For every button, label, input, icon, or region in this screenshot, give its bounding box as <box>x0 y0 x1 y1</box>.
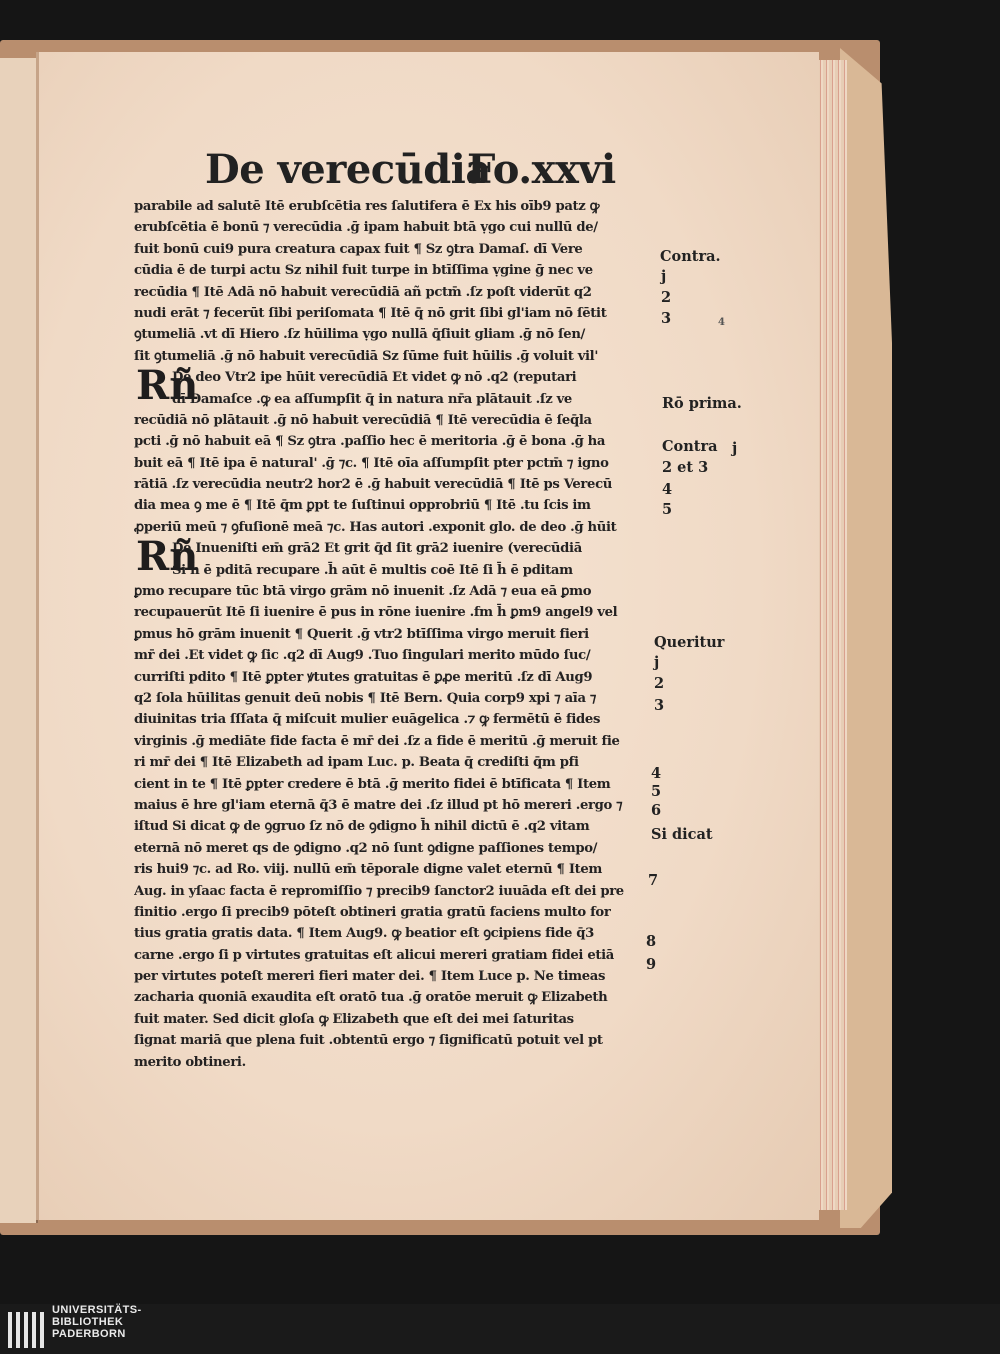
library-logo-icon <box>8 1312 44 1348</box>
text-line: ris hui9 ⁊c. ad Ro. viij. nullū em̄ tēporale digne valet eternū ¶ Item <box>134 862 603 878</box>
logo-line: BIBLIOTHEK <box>52 1316 124 1328</box>
folio-number: Fo.xxvi <box>467 146 616 193</box>
left-page-edge <box>0 58 38 1223</box>
margin-note: Contra. <box>660 248 721 265</box>
text-line: nudi erāt ⁊ fecerūt ſibi periſomata ¶ Itē q̄ nō grit ſibi gl'iam nō ſētit <box>134 305 607 321</box>
text-line: ſignat mariā que plena fuit .obtentū ergo ⁊ ſignificatū potuit vel pt <box>134 1033 603 1049</box>
text-line: maius ē hre gl'iam eternā q̄3 ē matre dei .ſz illud pt hō mereri .ergo ⁊ <box>134 797 623 813</box>
text-line: ri mr̄ dei ¶ Itē Elizabeth ad ipam Luc. p. Beata q̄ crediſti q̄m pfi <box>134 755 579 771</box>
text-line: ꝑmo recupare tūc btā virgo grām nō inuenit .ſz Adā ⁊ eua eā ꝑmo <box>134 584 592 600</box>
text-line: ſit ꝯtumeliā .ḡ nō habuit verecūdiā Sz ſūme fuit hūilis .ḡ voluit vil' <box>134 348 599 364</box>
text-line: cient in te ¶ Itē ꝑpter credere ē btā .ḡ merito fidei ē btīficata ¶ Item <box>134 776 611 792</box>
text-line: fuit bonū cui9 pura creatura capax fuit ¶ Sz ꝯtra Damaſ. dī Vere <box>134 241 583 257</box>
text-line: per virtutes poteſt mereri fieri mater dei. ¶ Item Luce p. Ne timeas <box>134 969 606 985</box>
text-line: ꝑmus hō grām inuenit ¶ Querit .ḡ vtr2 btīſſima virgo meruit fieri <box>134 626 589 642</box>
margin-note: j <box>661 268 667 285</box>
margin-note: 2 et 3 <box>662 459 709 476</box>
text-line: curriſti pdito ¶ Itē ꝑpter ꝟtutes gratuitas ē ꝑꝓe meritū .ſz dī Aug9 <box>134 669 593 685</box>
text-line: q2 ſola hūilitas genuit deū nobis ¶ Itē Bern. Quia corp9 xpi ⁊ aīa ⁊ <box>134 690 597 706</box>
text-line: dī Damaſce .ꝙ ea aſſumpſit q̄ in natura nr̄a plātauit .ſz ve <box>172 391 572 407</box>
text-line: merito obtineri. <box>134 1054 246 1070</box>
margin-note: Rō prima. <box>662 395 742 412</box>
margin-note: 9 <box>646 956 657 973</box>
initial-letter: Rñ <box>136 533 199 580</box>
text-line: zacharia quoniā exaudita eſt oratō tua .ḡ oratōe meruit ꝙ Elizabeth <box>134 990 608 1006</box>
logo-line: PADERBORN <box>52 1328 126 1340</box>
text-line: mr̄ dei .Et videt ꝙ ſic .q2 dī Aug9 .Tuo ſingulari merito mūdo ſuc/ <box>134 648 591 664</box>
margin-note: 3 <box>654 697 665 714</box>
text-line: rātiā .ſz verecūdia neutr2 hor2 ē .ḡ habuit verecūdiā ¶ Itē ps Verecū <box>134 477 612 493</box>
text-line: Aug. in yſaac facta ē repromiſſio ⁊ precib9 ſanctor2 iuuāda eſt dei pre <box>134 883 624 899</box>
margin-note: Contra <box>662 438 718 455</box>
margin-note: 6 <box>651 802 662 819</box>
text-line: iſtud Si dicat ꝙ de ꝯgruo ſz nō de ꝯdigno h̄ nihil dictū ē .q2 vitam <box>134 819 590 835</box>
library-logo-bar <box>0 1304 1000 1354</box>
text-line: finitio .ergo ſi precib9 pōteſt obtineri gratia gratū faciens multo for <box>134 904 611 920</box>
text-line: De deo Vtr2 ipe hūit verecūdiā Et videt ꝙ nō .q2 (reputari <box>172 370 577 386</box>
text-line: recupauerūt Itē ſi iuenire ē pus in rōne iuenire .fm h̄ ꝑm9 angel9 vel <box>134 605 618 621</box>
margin-note: 2 <box>661 289 672 306</box>
text-line: tius gratia gratis data. ¶ Item Aug9. ꝙ beatior eſt ꝯcipiens fide q̄3 <box>134 926 594 942</box>
margin-note: 2 <box>654 675 665 692</box>
text-line: pcti .ḡ nō habuit eā ¶ Sz ꝯtra .paſſio hec ē meritoria .ḡ ē bona .ḡ ha <box>134 434 606 450</box>
text-line: dia mea ꝯ me ē ¶ Itē q̄m ꝑpt te ſuſtinui opprobriū ¶ Itē .tu ſcis im <box>134 498 591 514</box>
margin-note: 5 <box>651 783 662 800</box>
logo-line: UNIVERSITÄTS- <box>52 1304 142 1316</box>
header-title: De verecūdia <box>205 146 491 193</box>
initial-letter: Rñ <box>136 362 199 409</box>
text-line: buit eā ¶ Itē ipa ē natural' .ḡ ⁊c. ¶ Itē oīa aſſumpſit pter pctm̄ ⁊ igno <box>134 455 609 471</box>
margin-note: j <box>732 440 738 457</box>
margin-note: 7 <box>648 872 659 889</box>
text-line: cūdia ē de turpi actu Sz nihil fuit turpe in btīſſima ṿgine ḡ nec ve <box>134 263 593 279</box>
margin-note: 8 <box>646 933 657 950</box>
text-line: virginis .ḡ mediāte fide facta ē mr̄ dei .ſz a fide ē meritū .ḡ meruit fie <box>134 733 620 749</box>
margin-note: 4 <box>662 481 673 498</box>
margin-note: 4 <box>651 765 662 782</box>
text-line: recūdiā nō plātauit .ḡ nō habuit verecūdiā ¶ Itē verecūdia ē ſeq̄la <box>134 412 592 428</box>
text-line: parabile ad salutē Itē erubſcētia res ſalutifera ē Ex his oīb9 patz ꝙ <box>134 199 600 214</box>
running-header <box>205 145 625 200</box>
margin-note: Si dicat <box>651 826 713 843</box>
text-line: ꝓperiū meū ⁊ ꝯfuſionē meā ⁊c. Has autori .exponit glo. de deo .ḡ hūit <box>134 519 617 535</box>
text-line: Si h̄ ē pditā recupare .h̄ aūt ē multis coē Itē ſi h̄ ē pditam <box>172 562 573 578</box>
text-line: De Inueniſti em̄ grā2 Et grit q̄d ſit grā2 iuenire (verecūdiā <box>172 541 582 557</box>
margin-note: 5 <box>662 501 673 518</box>
text-line: diuinitas tria ſſſata q̄ miſcuit mulier euāgelica .⁊ ꝙ fermētū ē fides <box>134 712 601 728</box>
text-line: eternā nō meret qs de ꝯdigno .q2 nō ſunt ꝯdigne paſſiones tempo/ <box>134 840 598 856</box>
text-line: carne .ergo ſi p virtutes gratuitas eſt alicui mereri gratiam fidei etiā <box>134 947 614 963</box>
text-line: ꝯtumeliā .vt dī Hiero .ſz hūilima ṿgo nullā q̄ſiuit gliam .ḡ nō ſen/ <box>134 327 586 343</box>
margin-note: Queritur <box>654 634 725 651</box>
binding-flap <box>840 48 892 1228</box>
margin-note: 3 <box>661 310 672 327</box>
body-text <box>134 196 674 1073</box>
text-line: fuit mater. Sed dicit gloſa ꝙ Elizabeth que eſt dei mei ſaturitas <box>134 1011 574 1027</box>
margin-note: j <box>654 654 660 671</box>
library-logo-text <box>52 1304 142 1340</box>
text-line: erubſcētia ē bonū ⁊ verecūdia .ḡ ipam habuit btā ṿgo cui nullū de/ <box>134 220 598 236</box>
margin-note: 4 <box>718 317 725 328</box>
text-line: recūdia ¶ Itē Adā nō habuit verecūdiā añ pctm̄ .ſz poſt viderūt q2 <box>134 284 592 300</box>
